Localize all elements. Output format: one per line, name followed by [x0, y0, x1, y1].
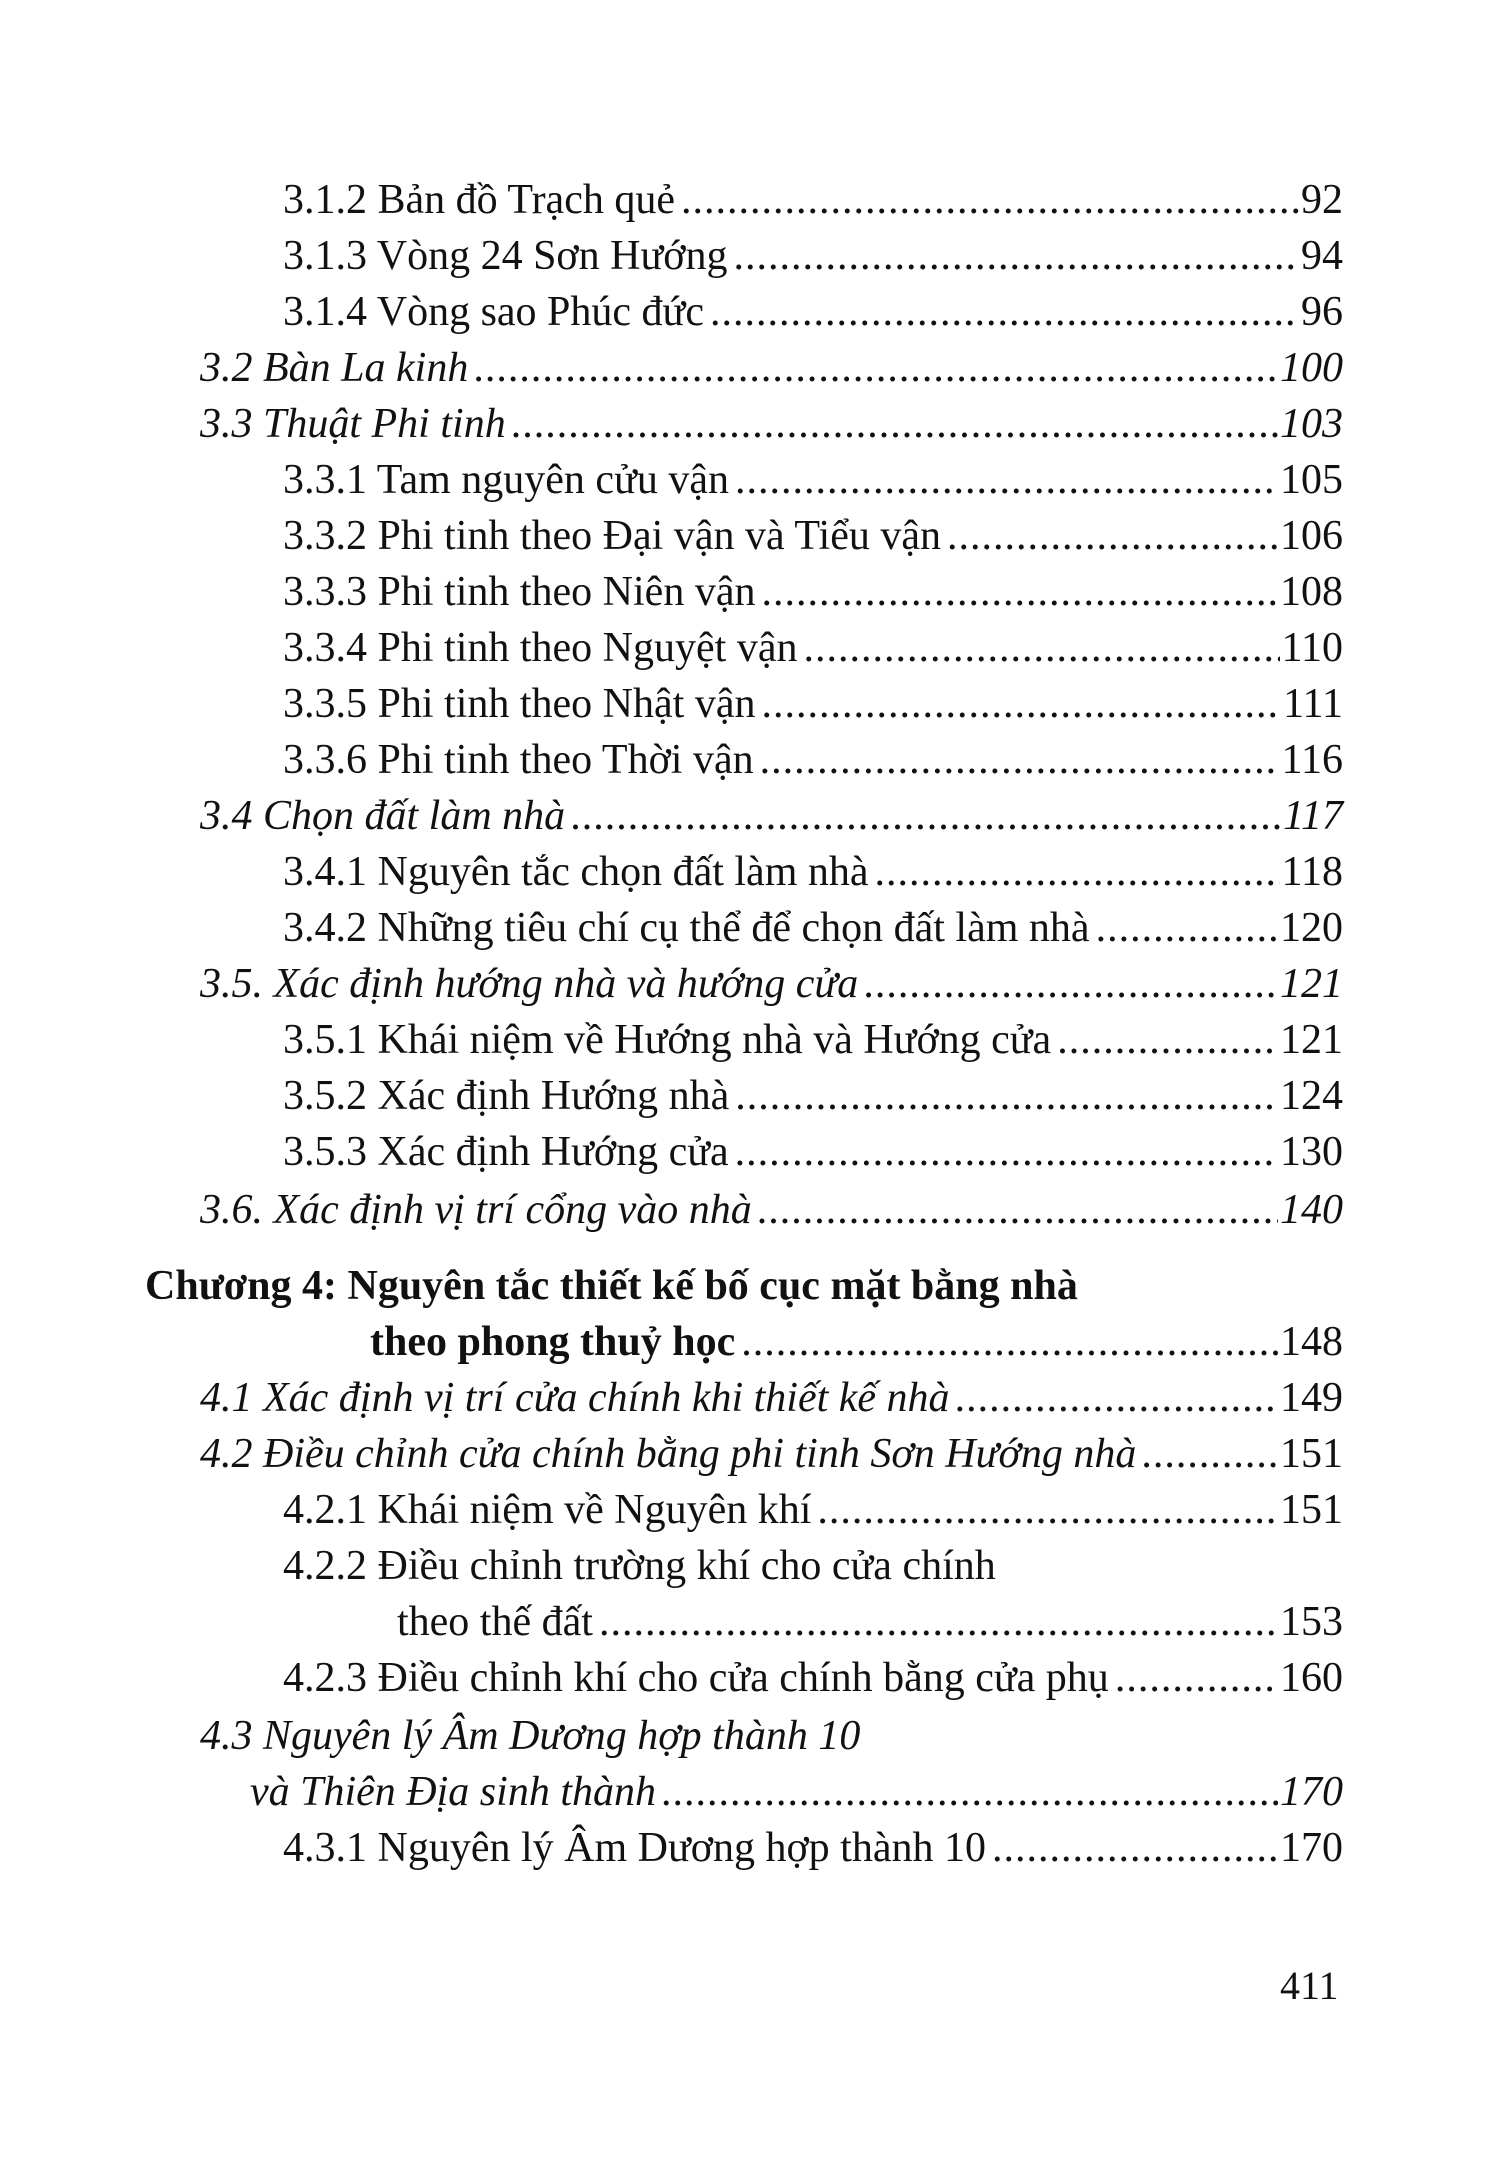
toc-entry-label: 4.1 Xác định vị trí cửa chính khi thiết kế nhà [200, 1375, 950, 1421]
toc-entry-page: 170 [1280, 1825, 1343, 1871]
dot-leader [735, 456, 1278, 504]
toc-entry-3-1-4 [283, 288, 1343, 336]
dot-leader [758, 1186, 1278, 1234]
toc-entry-page: 153 [1280, 1599, 1343, 1645]
dot-leader [1057, 1016, 1278, 1064]
toc-entry-page: 96 [1301, 289, 1343, 335]
toc-entry-page: 151 [1280, 1431, 1343, 1477]
toc-entry-3-3-4 [283, 624, 1343, 672]
chapter-4-heading-continued [370, 1318, 1343, 1366]
toc-entry-label: theo thế đất [397, 1599, 593, 1645]
toc-entry-3-5-2 [283, 1072, 1343, 1120]
toc-entry-3-4 [200, 792, 1343, 840]
toc-entry-page: 151 [1280, 1487, 1343, 1533]
toc-entry-label: 4.2 Điều chỉnh cửa chính bằng phi tinh Sơn Hướng nhà [200, 1431, 1137, 1477]
dot-leader [571, 792, 1281, 840]
dot-leader [875, 848, 1280, 896]
toc-entry-4-1 [200, 1374, 1343, 1422]
toc-entry-label: 3.5.2 Xác định Hướng nhà [283, 1073, 730, 1119]
toc-entry-page: 149 [1280, 1375, 1343, 1421]
toc-entry-3-5 [200, 960, 1343, 1008]
toc-entry-page: 100 [1280, 345, 1343, 391]
toc-entry-page: 111 [1283, 681, 1343, 727]
toc-entry-label: 3.5.3 Xác định Hướng cửa [283, 1129, 729, 1175]
toc-entry-4-2-2-continued [397, 1598, 1343, 1646]
dot-leader [474, 344, 1278, 392]
toc-entry-label: theo phong thuỷ học [370, 1319, 736, 1365]
toc-entry-label: 3.1.2 Bản đồ Trạch quẻ [283, 177, 675, 223]
page-number: 411 [1280, 1963, 1339, 2008]
dot-leader [864, 960, 1278, 1008]
toc-entry-3-3 [200, 400, 1343, 448]
toc-entry-page: 108 [1280, 569, 1343, 615]
toc-entry-4-2-1 [283, 1486, 1343, 1534]
toc-entry-page: 170 [1280, 1769, 1343, 1815]
toc-entry-page: 121 [1280, 1017, 1343, 1063]
chapter-4-heading: Chương 4: Nguyên tắc thiết kế bố cục mặt bằng nhà [145, 1263, 1078, 1309]
dot-leader [599, 1598, 1278, 1646]
toc-entry-page: 140 [1280, 1187, 1343, 1233]
toc-entry-label: 3.4.1 Nguyên tắc chọn đất làm nhà [283, 849, 869, 895]
toc-entry-label: 3.5.1 Khái niệm về Hướng nhà và Hướng cửa [283, 1017, 1052, 1063]
dot-leader [1096, 904, 1278, 952]
dot-leader [512, 400, 1278, 448]
toc-entry-page: 92 [1301, 177, 1343, 223]
dot-leader [956, 1374, 1278, 1422]
dot-leader [761, 568, 1278, 616]
dot-leader [760, 736, 1280, 784]
dot-leader [1115, 1654, 1278, 1702]
toc-entry-4-3-1 [283, 1824, 1343, 1872]
dot-leader [662, 1768, 1278, 1816]
toc-entry-3-2 [200, 344, 1343, 392]
toc-entry-label: 3.3.3 Phi tinh theo Niên vận [283, 569, 756, 615]
toc-entry-page: 117 [1283, 793, 1343, 839]
toc-entry-label: 3.4.2 Những tiêu chí cụ thể để chọn đất làm nhà [283, 905, 1090, 951]
toc-entry-page: 103 [1280, 401, 1343, 447]
toc-entry-page: 121 [1280, 961, 1343, 1007]
toc-entry-label: và Thiên Địa sinh thành [250, 1769, 656, 1815]
dot-leader [761, 680, 1281, 728]
toc-entry-4-2-3 [283, 1654, 1343, 1702]
toc-entry-label: 3.3.4 Phi tinh theo Nguyệt vận [283, 625, 798, 671]
toc-entry-4-3-continued [250, 1768, 1343, 1816]
toc-entry-page: 148 [1280, 1319, 1343, 1365]
toc-entry-label: 4.2.3 Điều chỉnh khí cho cửa chính bằng cửa phụ [283, 1655, 1109, 1701]
dot-leader [710, 288, 1299, 336]
toc-entry-3-4-2 [283, 904, 1343, 952]
toc-entry-3-5-1 [283, 1016, 1343, 1064]
toc-entry-4-3: 4.3 Nguyên lý Âm Dương hợp thành 10 [200, 1713, 861, 1759]
toc-entry-3-3-2 [283, 512, 1343, 560]
toc-entry-label: 3.3.1 Tam nguyên cửu vận [283, 457, 729, 503]
toc-entry-4-2 [200, 1430, 1343, 1478]
toc-entry-3-6 [200, 1186, 1343, 1234]
toc-entry-label: 4.3.1 Nguyên lý Âm Dương hợp thành 10 [283, 1825, 986, 1871]
toc-entry-3-1-3 [283, 232, 1343, 280]
toc-entry-page: 118 [1281, 849, 1343, 895]
toc-entry-page: 116 [1281, 737, 1343, 783]
toc-entry-page: 120 [1280, 905, 1343, 951]
dot-leader [681, 176, 1299, 224]
toc-entry-label: 3.1.3 Vòng 24 Sơn Hướng [283, 233, 728, 279]
toc-entry-page: 130 [1280, 1129, 1343, 1175]
toc-entry-3-3-6 [283, 736, 1343, 784]
dot-leader [947, 512, 1278, 560]
toc-entry-label: 4.2.1 Khái niệm về Nguyên khí [283, 1487, 812, 1533]
toc-entry-label: 3.3.6 Phi tinh theo Thời vận [283, 737, 754, 783]
toc-entry-3-5-3 [283, 1128, 1343, 1176]
toc-entry-3-1-2 [283, 176, 1343, 224]
toc-entry-label: 3.3 Thuật Phi tinh [200, 401, 506, 447]
toc-entry-label: 3.2 Bàn La kinh [200, 345, 469, 391]
toc-entry-3-3-3 [283, 568, 1343, 616]
toc-entry-label: 3.4 Chọn đất làm nhà [200, 793, 566, 839]
dot-leader [992, 1824, 1278, 1872]
toc-entry-label: 3.6. Xác định vị trí cổng vào nhà [200, 1187, 752, 1233]
toc-entry-page: 160 [1280, 1655, 1343, 1701]
dot-leader [741, 1318, 1278, 1366]
toc-entry-page: 110 [1281, 625, 1343, 671]
toc-entry-page: 106 [1280, 513, 1343, 559]
dot-leader [817, 1486, 1278, 1534]
toc-entry-label: 3.1.4 Vòng sao Phúc đức [283, 289, 704, 335]
toc-entry-3-3-1 [283, 456, 1343, 504]
toc-entry-page: 105 [1280, 457, 1343, 503]
toc-entry-3-4-1 [283, 848, 1343, 896]
toc-entry-label: 3.3.5 Phi tinh theo Nhật vận [283, 681, 756, 727]
toc-entry-page: 94 [1301, 233, 1343, 279]
toc-entry-label: 3.3.2 Phi tinh theo Đại vận và Tiểu vận [283, 513, 941, 559]
toc-entry-page: 124 [1280, 1073, 1343, 1119]
dot-leader [735, 1128, 1278, 1176]
dot-leader [735, 1072, 1278, 1120]
toc-entry-label: 3.5. Xác định hướng nhà và hướng cửa [200, 961, 859, 1007]
dot-leader [803, 624, 1279, 672]
dot-leader [733, 232, 1299, 280]
toc-entry-4-2-2: 4.2.2 Điều chỉnh trường khí cho cửa chính [283, 1543, 996, 1589]
toc-entry-3-3-5 [283, 680, 1343, 728]
dot-leader [1142, 1430, 1278, 1478]
